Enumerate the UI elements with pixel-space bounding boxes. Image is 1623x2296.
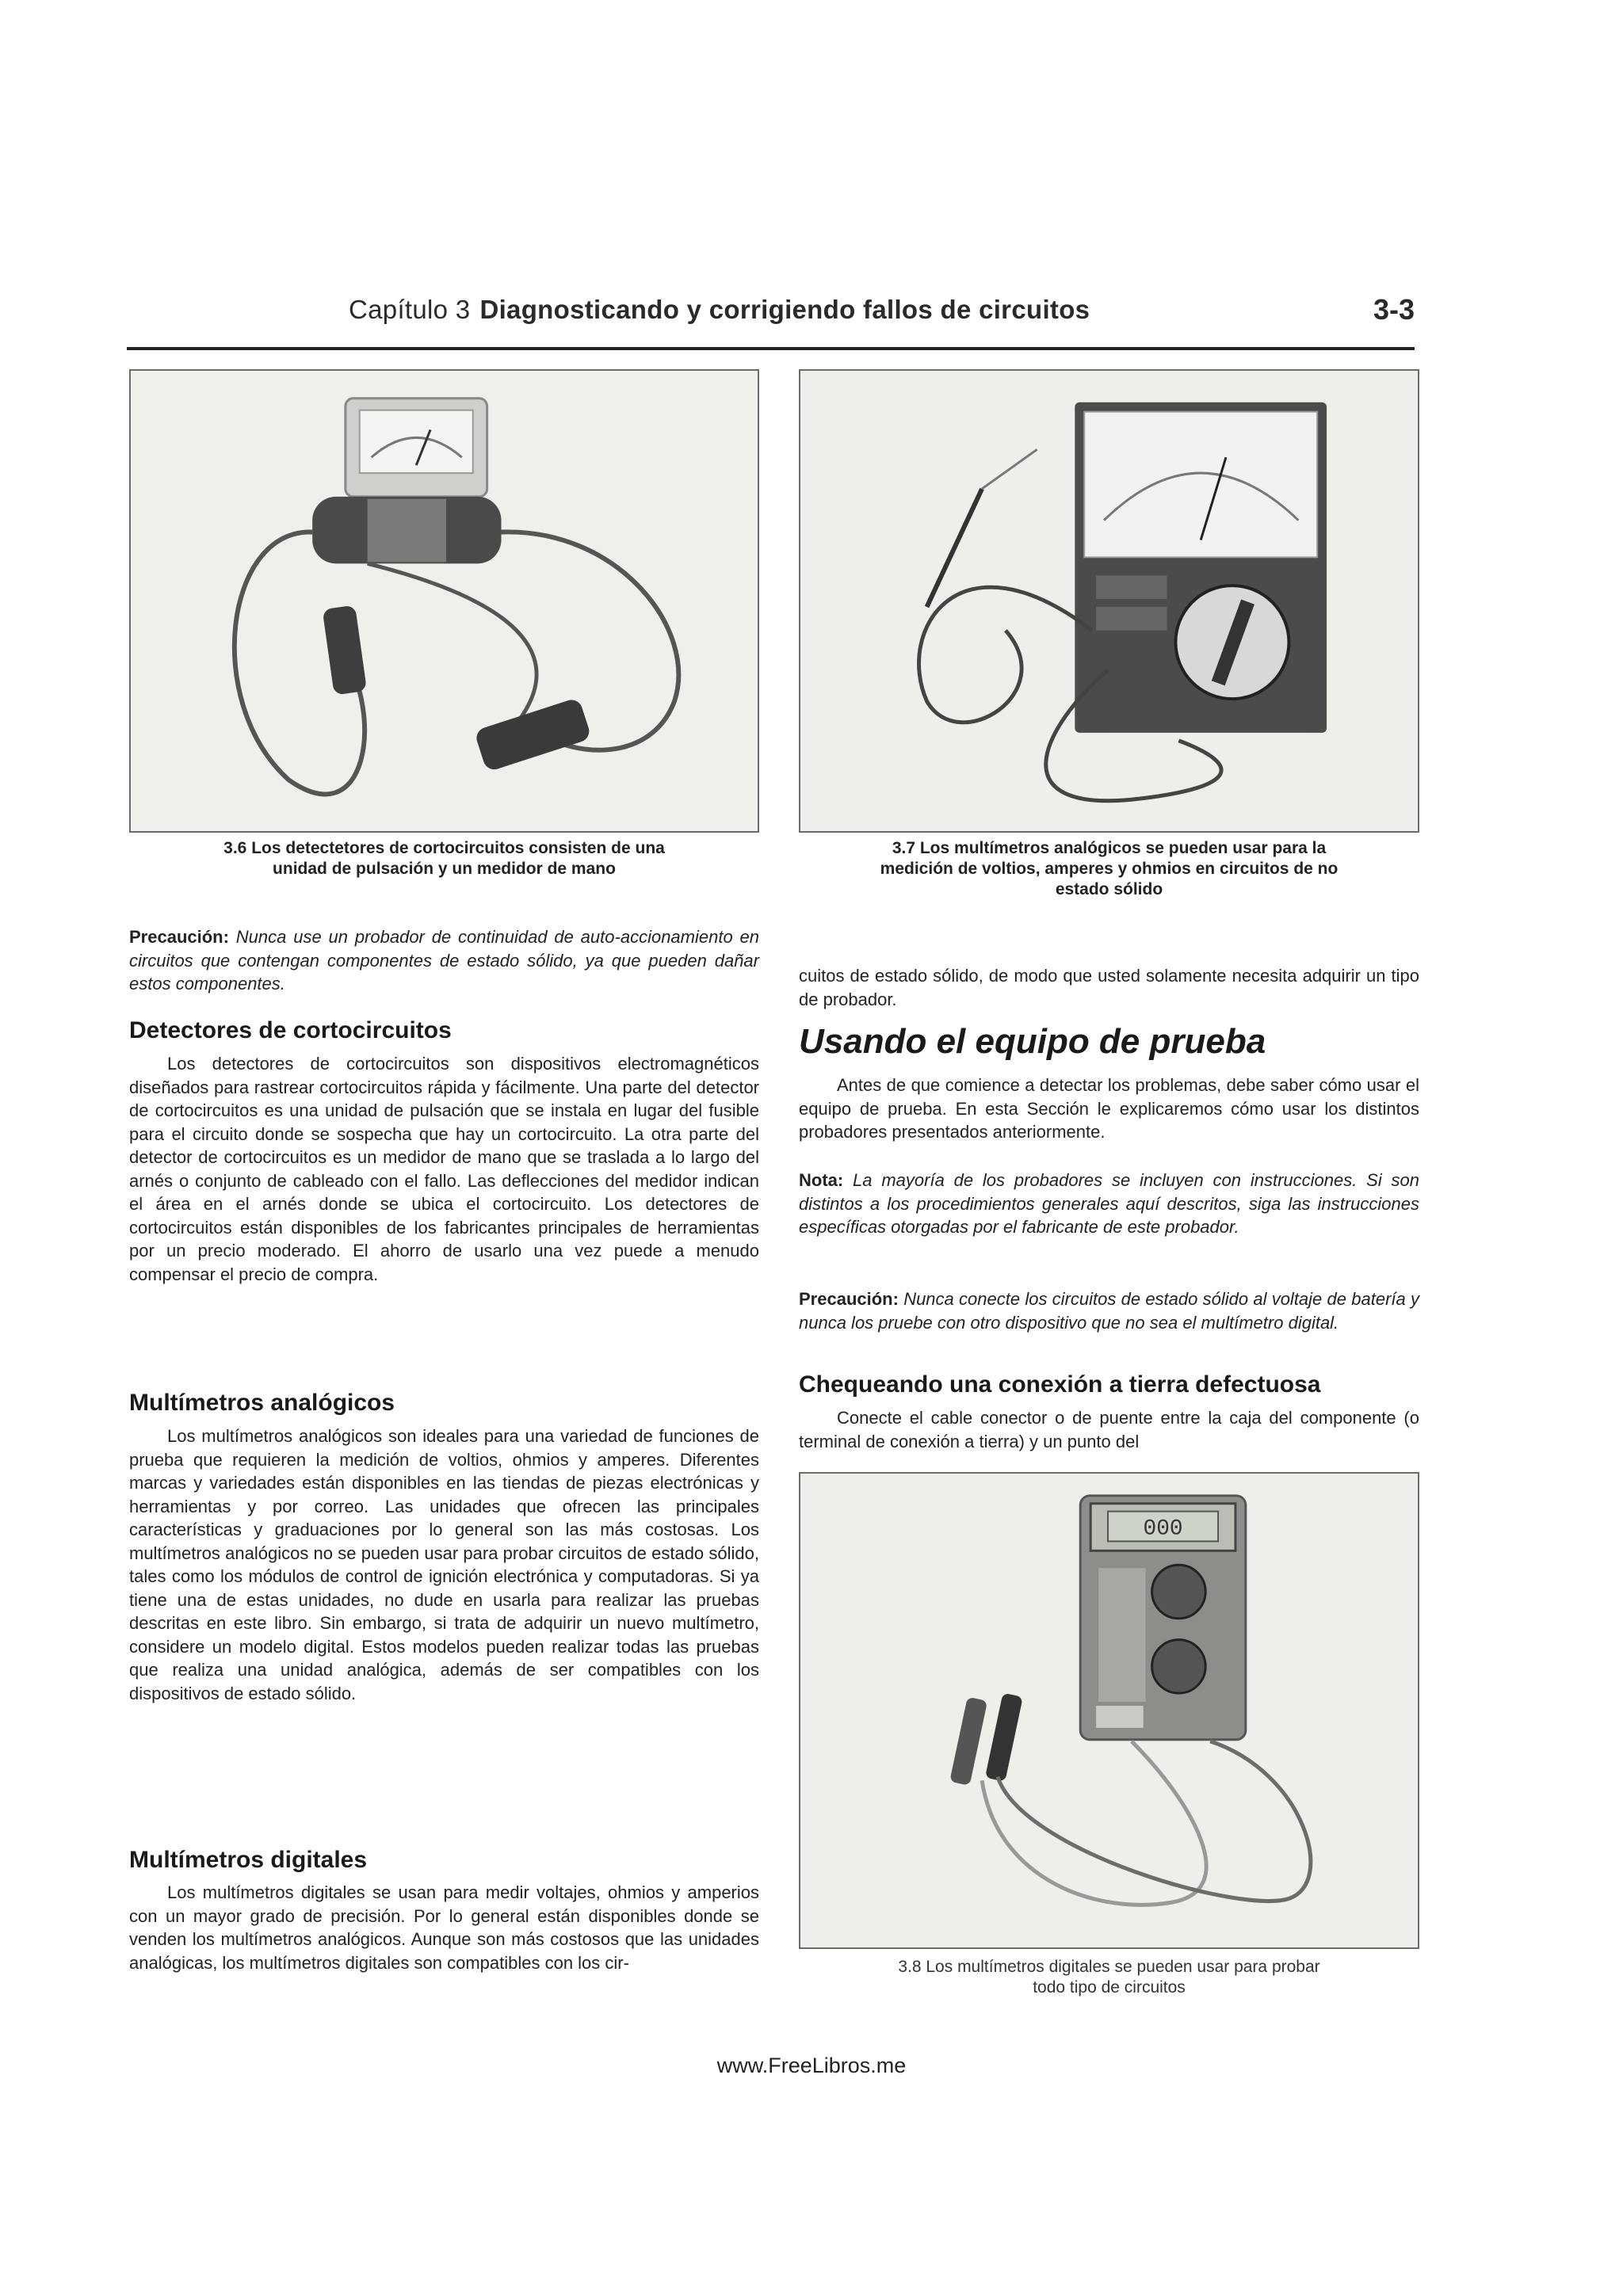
section-heading-chequeando: Chequeando una conexión a tierra defectuosa <box>799 1371 1321 1398</box>
figure-3-7-photo <box>799 369 1419 833</box>
paragraph-usando: Antes de que comience a detectar los problemas, debe saber cómo usar el equipo de prueba. En esta Sección le explicaremos cómo usar los distintos probadores presentados anteriormente. <box>799 1075 1419 1142</box>
note-label: Nota: <box>799 1170 844 1190</box>
paragraph-continuation: cuitos de estado sólido, de modo que usted solamente necesita adquirir un tipo de probador. <box>799 966 1419 1009</box>
caption-line: 3.7 Los multímetros analógicos se pueden usar para la <box>892 839 1327 857</box>
caption-line: 3.8 Los multímetros digitales se pueden usar para probar <box>898 1958 1320 1976</box>
note-paragraph <box>799 1169 1419 1239</box>
caution-text: Nunca use un probador de continuidad de auto-accionamiento en circuitos que contengan componentes de estado sólido, ya que pueden dañar estos componentes. <box>129 927 759 994</box>
caption-line: estado sólido <box>1055 880 1163 898</box>
section-heading-digitales: Multímetros digitales <box>129 1847 368 1873</box>
caution-text-right: Nunca conecte los circuitos de estado sólido al voltaje de batería y nunca los pruebe con otro dispositivo que no sea el multímetro digital. <box>799 1289 1419 1333</box>
caution-label: Precaución: <box>129 927 229 947</box>
figure-3-6-photo <box>129 369 759 833</box>
caution-label-right: Precaución: <box>799 1289 899 1309</box>
analog-multimeter-illustration <box>800 371 1418 831</box>
paragraph-analogicos: Los multímetros analógicos son ideales para una variedad de funciones de prueba que requieren la medición de voltios, ohmios y amperes. Diferentes marcas y variedades están disponibles en las tiendas de piezas electrónicas y herramientas y por correo. Las unidades que ofrecen las principales características y graduaciones por lo general son las más costosas. Los multímetros analógicos no se pueden usar para probar circuitos de estado sólido, tales como los módulos de control de ignición electrónica y computadoras. Si ya tiene una de estas unidades, no dude en usarla para realizar las pruebas descritas en este libro. Sin embargo, si trata de adquirir un nuevo multímetro, considere un modelo digital. Estos modelos pueden realizar todas las pruebas que realiza una unidad analógica, además de ser compatibles con los dispositivos de estado sólido. <box>129 1426 759 1703</box>
short-detector-illustration <box>131 371 758 831</box>
digital-multimeter-illustration <box>800 1474 1418 1947</box>
footer-url: www.FreeLibros.me <box>716 2054 907 2077</box>
figure-3-6-caption <box>129 838 759 879</box>
caption-line: 3.6 Los detectetores de cortocircuitos consisten de una <box>223 839 665 857</box>
paragraph-detectores: Los detectores de cortocircuitos son dispositivos electromagnéticos diseñados para rastrear cortocircuitos rápida y fácilmente. Una parte del detector de cortocircuitos es una unidad de pulsación que se instala en lugar del fusible para el circuito donde se sospecha que hay un cortocircuito. La otra parte del detector de cortocircuitos es un medidor de mano que se traslada a lo largo del arnés o conjunto de cableado con el fallo. Las deflecciones del medidor indican el área en el arnés donde se ubica el cortocircuito. Los detectores de cortocircuitos están disponibles de los fabricantes principales de herramientas por un precio moderado. El ahorro de usarlo una vez puede a menudo compensar el precio de compra. <box>129 1054 759 1284</box>
figure-3-8-photo <box>799 1472 1419 1949</box>
caption-line: medición de voltios, amperes y ohmios en circuitos de no <box>880 860 1338 878</box>
caption-line: unidad de pulsación y un medidor de mano <box>273 860 616 878</box>
caption-line: todo tipo de circuitos <box>1033 1978 1186 1997</box>
lcd-display-text: 000 <box>1143 1516 1183 1542</box>
figure-3-8-caption <box>799 1957 1419 1998</box>
paragraph-chequeando: Conecte el cable conector o de puente entre la caja del componente (o terminal de conexión a tierra) y un punto del <box>799 1408 1419 1451</box>
section-heading-detectores: Detectores de cortocircuitos <box>129 1017 452 1043</box>
figure-3-7-caption <box>799 838 1419 900</box>
chapter-number: Capítulo 3 <box>349 295 471 324</box>
caution-paragraph <box>129 925 759 996</box>
caution-paragraph-right <box>799 1287 1419 1334</box>
chapter-title <box>349 295 1090 325</box>
section-heading-analogicos: Multímetros analógicos <box>129 1390 395 1416</box>
running-head <box>127 292 1415 350</box>
note-text: La mayoría de los probadores se incluyen con instrucciones. Si son distintos a los procedimientos generales aquí descritos, siga las instrucciones específicas otorgadas por el fabricante de este probador. <box>799 1170 1419 1237</box>
paragraph-digitales: Los multímetros digitales se usan para medir voltajes, ohmios y amperios con un mayor grado de precisión. Por lo general están disponibles donde se venden los multímetros analógicos. Aunque son más costosos que las unidades analógicas, los multímetros digitales son compatibles con los cir- <box>129 1882 759 1973</box>
page-number: 3-3 <box>1373 293 1415 326</box>
section-heading-usando: Usando el equipo de prueba <box>799 1022 1266 1061</box>
chapter-subtitle: Diagnosticando y corrigiendo fallos de circuitos <box>479 295 1090 324</box>
